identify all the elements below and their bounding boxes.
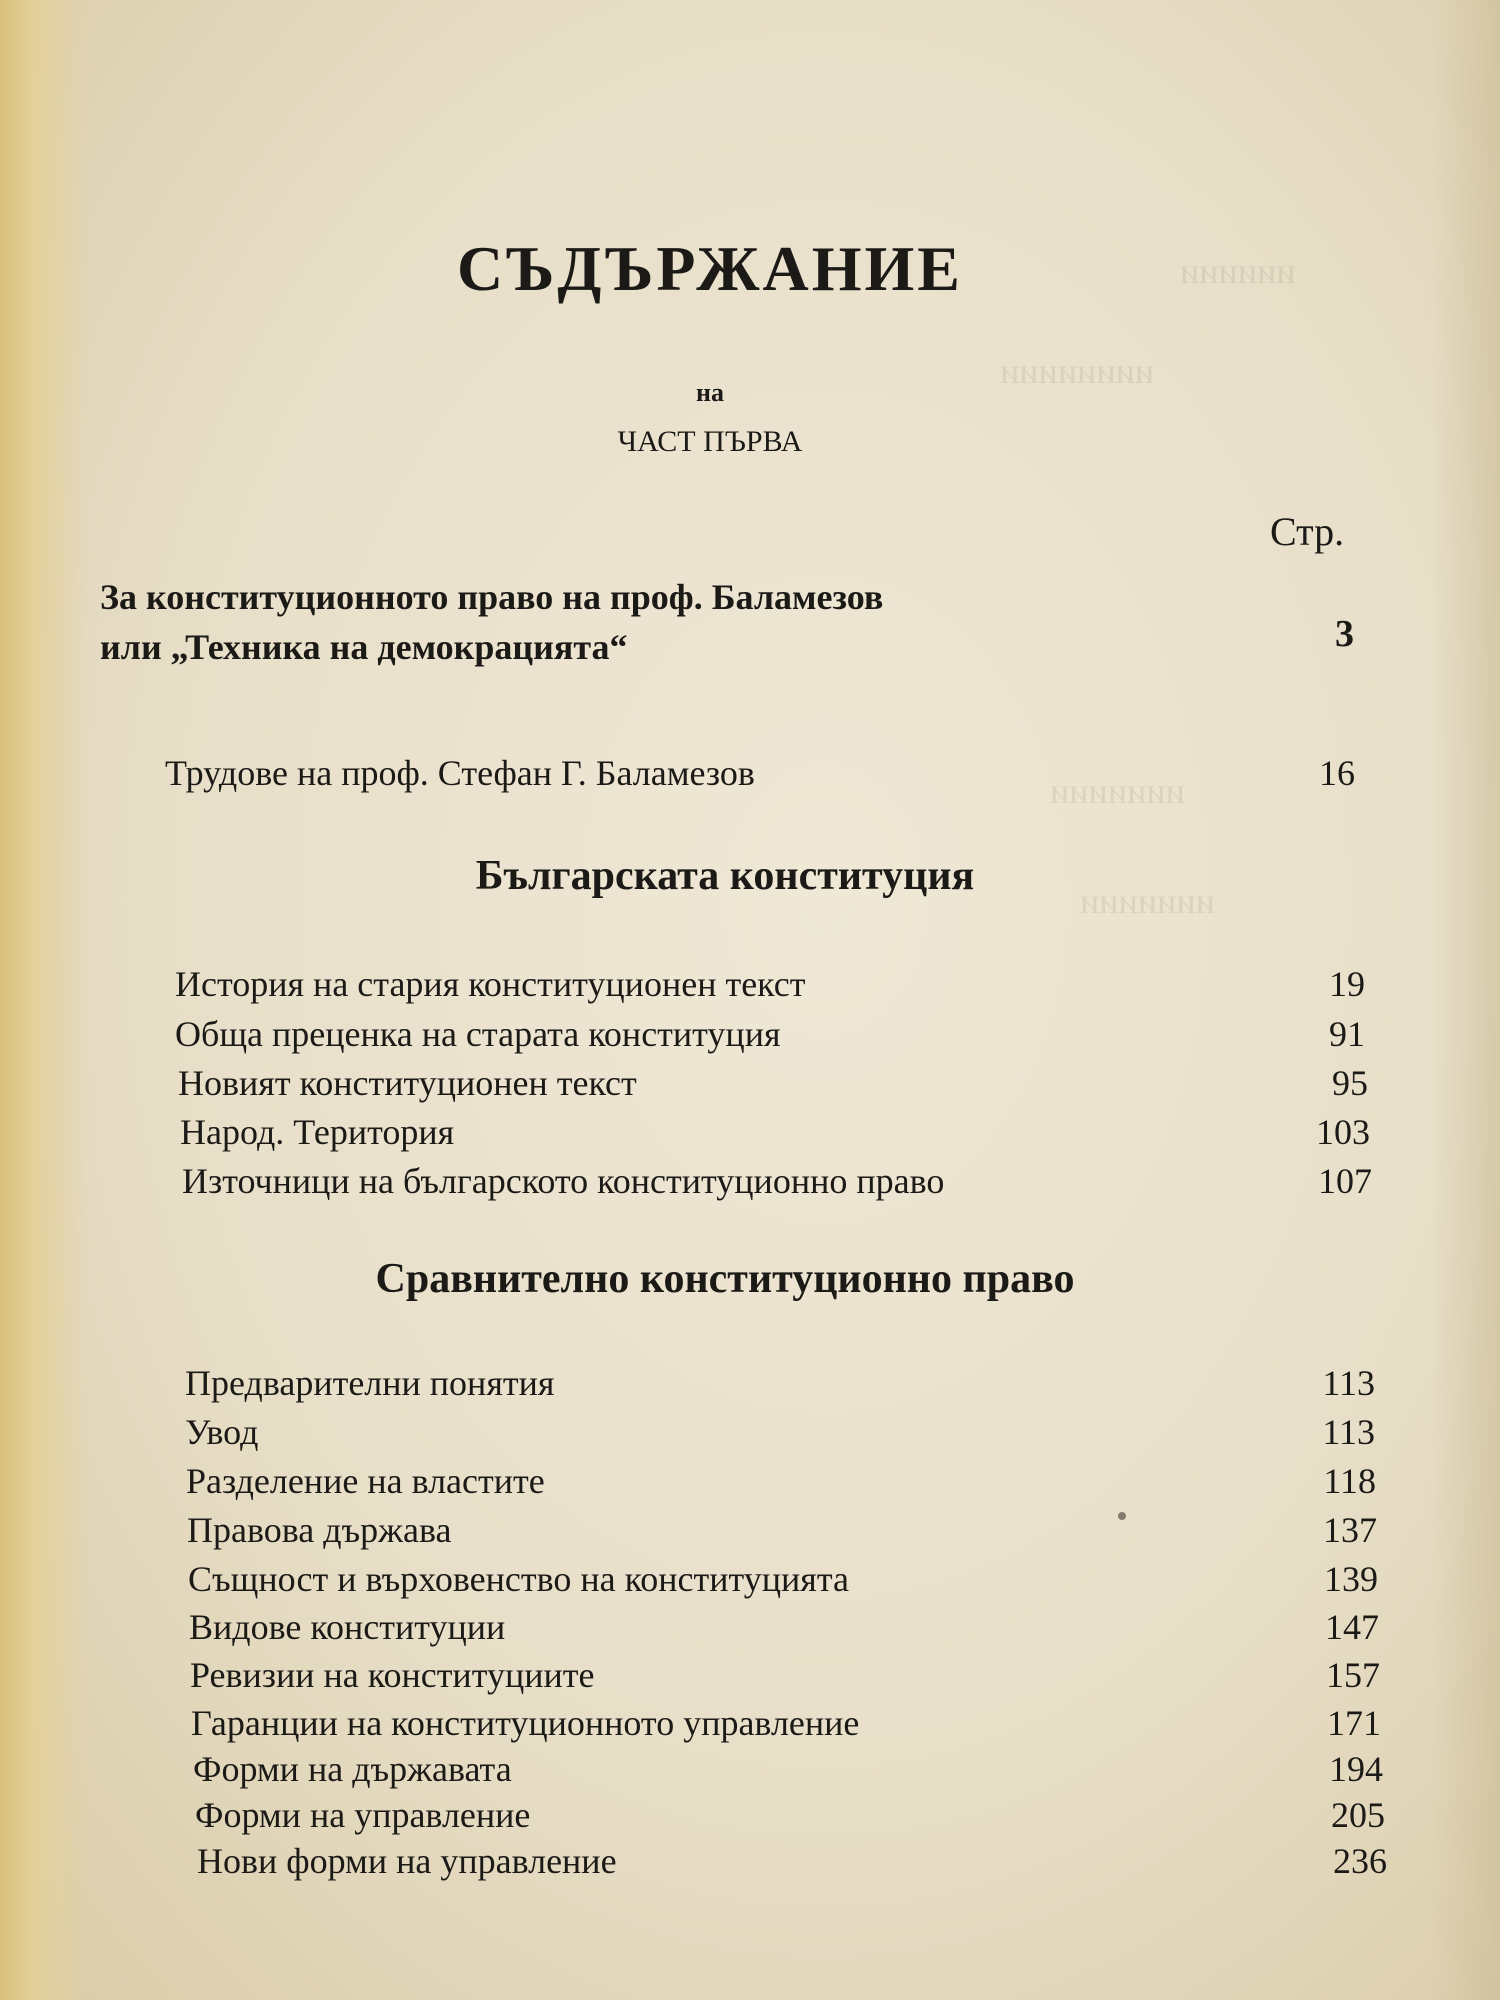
toc-entry-page: 107 [1318, 1161, 1372, 1201]
toc-entry-page: 19 [1329, 964, 1365, 1004]
intro-page-number: 3 [1335, 613, 1354, 655]
toc-entry-label: Трудове на проф. Стефан Г. Баламезов [165, 753, 755, 793]
toc-entry-page: 103 [1316, 1112, 1370, 1152]
bleed-through-text: иииииии [1080, 881, 1215, 921]
subtitle-preposition: на [696, 378, 724, 407]
toc-entry [178, 1062, 1368, 1106]
toc-entry [165, 752, 1355, 796]
toc-entry-label: Правова държава [187, 1510, 452, 1550]
toc-entry-label: Видове конституции [189, 1607, 506, 1647]
intro-entry [100, 572, 1360, 672]
toc-entry [190, 1654, 1380, 1698]
toc-entry-label: Нови форми на управление [197, 1841, 617, 1881]
toc-entry-page: 157 [1326, 1655, 1380, 1695]
toc-entry-page: 139 [1324, 1559, 1378, 1599]
toc-entry-page: 95 [1332, 1063, 1368, 1103]
toc-entry [185, 1362, 1375, 1406]
toc-entry-label: Форми на държавата [193, 1749, 512, 1789]
toc-entry-page: 91 [1329, 1014, 1365, 1054]
section-heading: Сравнително конституционно право [375, 1256, 1075, 1302]
toc-entry [180, 1111, 1370, 1155]
bleed-through-text: ииииии [1180, 251, 1296, 291]
toc-entry-page: 194 [1329, 1749, 1383, 1789]
toc-entry-page: 137 [1323, 1510, 1377, 1550]
toc-entry [187, 1509, 1377, 1553]
bleed-through-text: ииииииии [1000, 351, 1155, 391]
toc-entry [182, 1160, 1372, 1204]
toc-entry [185, 1411, 1375, 1455]
toc-entry-page: 113 [1322, 1363, 1375, 1403]
section-heading: Българската конституция [475, 853, 975, 899]
bleed-through-text: иииииии [1050, 771, 1185, 811]
toc-entry-label: Разделение на властите [186, 1461, 545, 1501]
toc-entry [175, 963, 1365, 1007]
toc-entry-label: Увод [185, 1412, 259, 1452]
subtitle-part: ЧАСТ ПЪРВА [617, 425, 803, 458]
toc-entry-label: Народ. Територия [180, 1112, 455, 1152]
page-column-label: Стр. [1270, 509, 1345, 554]
toc-entry-label: История на стария конституционен текст [175, 964, 806, 1004]
toc-entry [175, 1013, 1365, 1057]
toc-entry-label: Форми на управление [195, 1795, 531, 1835]
toc-entry-page: 147 [1325, 1607, 1379, 1647]
toc-entry-page: 118 [1323, 1461, 1376, 1501]
toc-entry [188, 1558, 1378, 1602]
toc-entry-label: Гаранции на конституционното управление [191, 1703, 860, 1743]
toc-entry-page: 113 [1322, 1412, 1375, 1452]
toc-entry-label: Новият конституционен текст [178, 1063, 637, 1103]
toc-entry-page: 16 [1319, 753, 1355, 793]
toc-entry [197, 1840, 1387, 1884]
page-title: СЪДЪРЖАНИЕ [457, 233, 963, 304]
intro-line-2: или „Техника на демокрацията“ [100, 627, 628, 667]
toc-entry [195, 1794, 1385, 1838]
toc-entry-page: 236 [1333, 1841, 1387, 1881]
toc-entry-label: Източници на българското конституционно право [182, 1161, 945, 1201]
toc-entry [189, 1606, 1379, 1650]
toc-entry [193, 1748, 1383, 1792]
toc-entry-label: Предварителни понятия [185, 1363, 555, 1403]
toc-entry [191, 1702, 1381, 1746]
toc-entry-page: 171 [1327, 1703, 1381, 1743]
intro-line-1: За конституционното право на проф. Баламезов [100, 577, 884, 617]
ink-speck [1118, 1512, 1126, 1520]
toc-entry [186, 1460, 1376, 1504]
toc-entry-label: Същност и върховенство на конституцията [188, 1559, 849, 1599]
toc-entry-label: Ревизии на конституциите [190, 1655, 595, 1695]
toc-entry-label: Обща преценка на старата конституция [175, 1014, 781, 1054]
toc-entry-page: 205 [1331, 1795, 1385, 1835]
